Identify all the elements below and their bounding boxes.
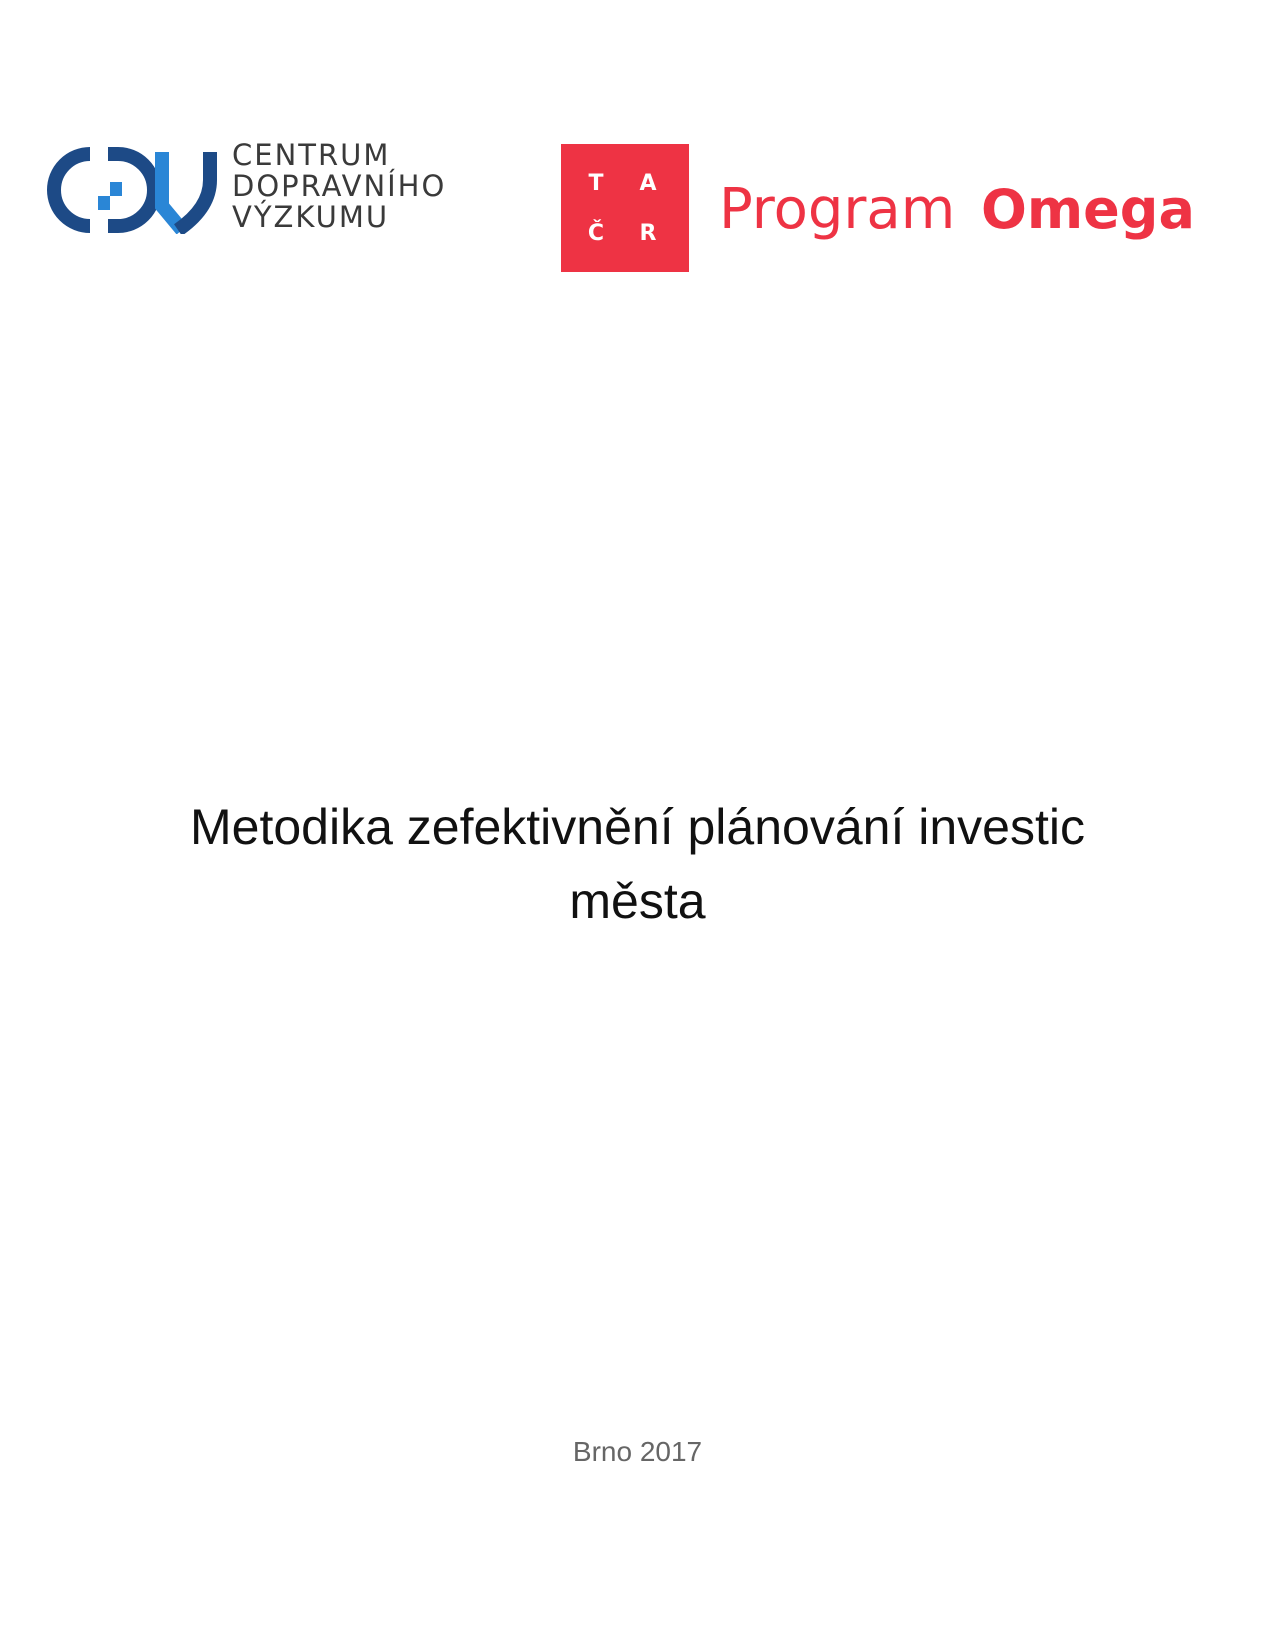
tacr-letter-a: A [639, 171, 657, 196]
tacr-letter-c: Č [587, 221, 605, 246]
document-title [100, 790, 1175, 938]
document-place-year: Brno 2017 [572, 1436, 703, 1467]
document-title-line-1: Metodika zefektivnění plánování investic [190, 798, 1085, 855]
program-label: Program [719, 177, 956, 242]
cdv-logo-mark [46, 146, 222, 234]
cdv-logo-text [232, 140, 462, 233]
tacr-letter-r: R [639, 221, 657, 246]
cdv-logo-line-1: CENTRUM [232, 138, 391, 172]
omega-label: Omega [981, 178, 1195, 241]
tacr-letter-t: T [588, 171, 604, 196]
cdv-logo-line-3: VÝZKUMU [232, 200, 390, 234]
cdv-logo-line-2: DOPRAVNÍHO [232, 169, 447, 203]
tacr-program-omega-logo [561, 144, 1221, 274]
cdv-logo [46, 140, 466, 240]
tacr-logo-square [561, 144, 689, 272]
document-title-line-2: města [569, 872, 706, 929]
